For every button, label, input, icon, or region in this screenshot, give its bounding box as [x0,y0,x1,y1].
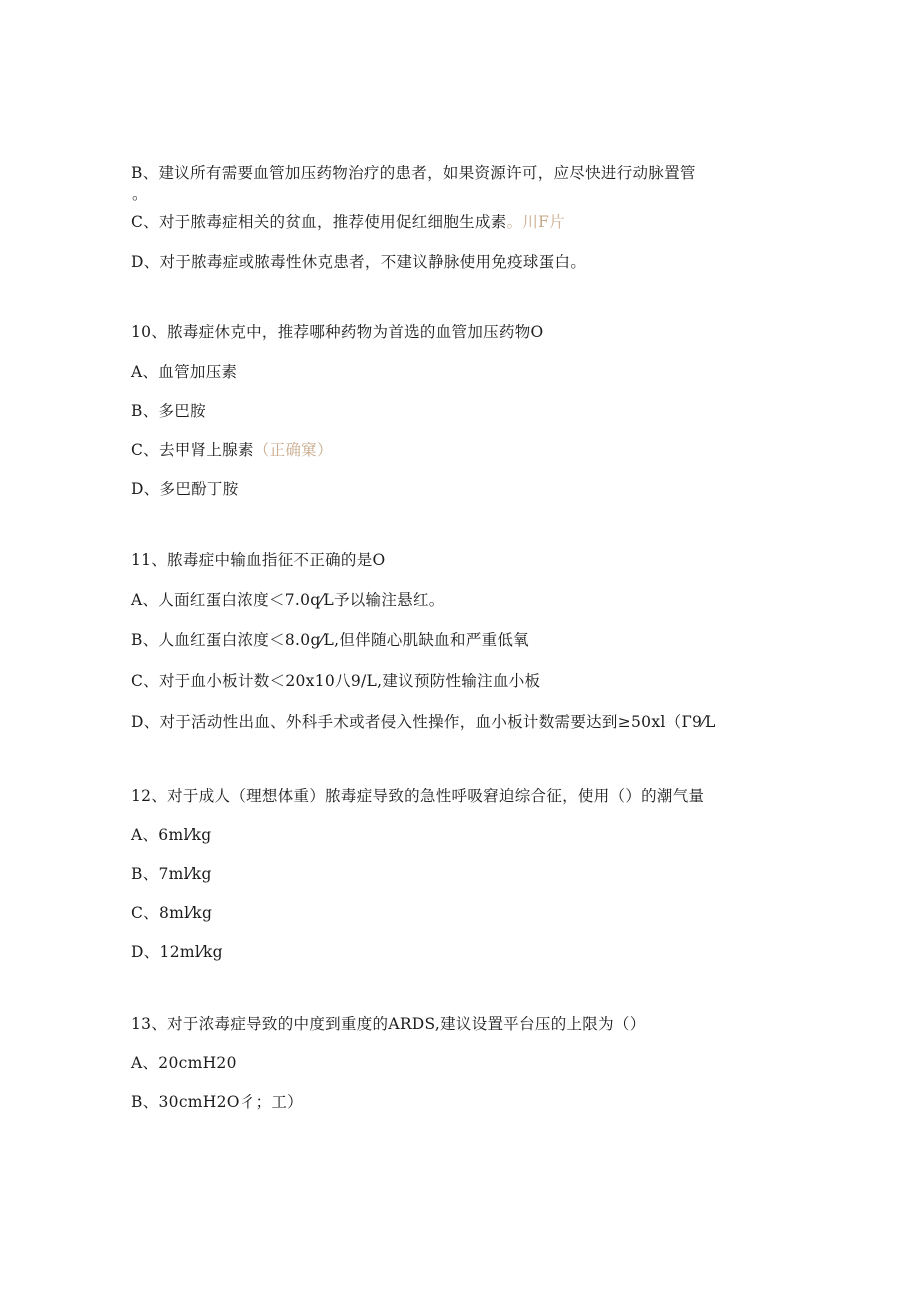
q10-option-b: B、多巴胺 [131,402,206,420]
q12-option-d: D、12ml⁄kg [131,943,223,961]
q9-option-c [131,212,565,232]
q12-stem: 12、对于成人（理想体重）脓毒症导致的急性呼吸窘迫综合征，使用（）的潮气量 [131,787,705,805]
q12-option-c: C、8ml⁄kg [131,904,213,922]
q9-option-b: B、建议所有需要血管加压药物治疗的患者，如果资源许可，应尽快进行动脉置管 [131,164,696,182]
q11-option-c: C、对于血小板计数＜20x10八9/L,建议预防性输注血小板 [131,672,541,690]
q10-option-c [131,440,333,460]
q10-option-c-annotation: （正确窠） [253,441,333,459]
q10-option-c-text: C、去甲肾上腺素 [131,441,254,459]
q9-option-d: D、对于脓毒症或脓毒性休克患者，不建议静脉使用免疫球蛋白。 [131,253,587,271]
q13-stem: 13、对于浓毒症导致的中度到重度的ARDS,建议设置平台压的上限为（） [131,1015,646,1033]
q11-stem: 11、脓毒症中输血指征不正确的是O [131,551,386,569]
q10-option-d: D、多巴酚丁胺 [131,480,239,498]
q10-stem: 10、脓毒症休克中，推荐哪种药物为首选的血管加压药物O [131,323,544,341]
q12-option-b: B、7ml⁄kg [131,865,212,883]
q13-option-a: A、20cmH20 [131,1054,237,1072]
q9-option-c-annotation: 。川F片 [506,213,566,231]
q12-option-a: A、6ml⁄kg [131,826,212,844]
q11-option-b: B、人血红蛋白浓度＜8.0g⁄L,但伴随心肌缺血和严重低氧 [131,631,529,649]
q9-option-b-continuation: 。 [132,185,148,203]
q9-option-c-text: C、对于脓毒症相关的贫血，推荐使用促红细胞生成素 [131,213,507,231]
q10-option-a: A、血管加压素 [131,363,238,381]
q11-option-a: A、人面红蛋白浓度＜7.0q⁄L予以输注悬红。 [131,591,445,609]
q11-option-d: D、对于活动性出血、外科手术或者侵入性操作，血小板计数需要达到≥50xl（Г9⁄L [131,713,716,731]
q13-option-b: B、30cmH2O彳；工） [131,1093,303,1111]
